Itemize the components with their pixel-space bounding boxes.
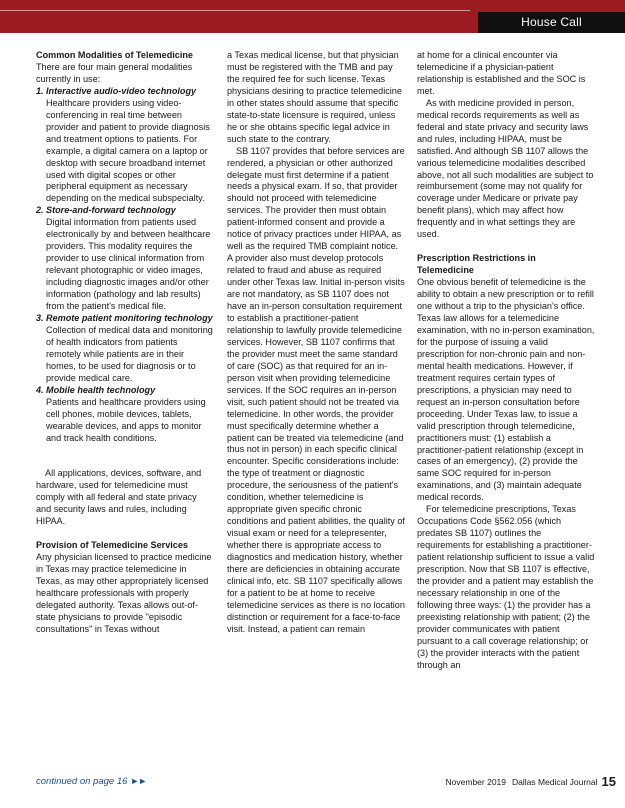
paragraph-medical-records: As with medicine provided in person, medical records requirements as well as federal and state privacy and security laws and rules, including HIPAA, must be satisfied. And although SB 1107 allows the various telemedicine modalities described above, not all such modalities are subject to reimbursement (some may not qualify for coverage under Medicare or private pay benefit plans), which may affect how frequently and in what settings they are used. xyxy=(417,97,594,240)
list-item-body: Collection of medical data and monitoring of health indicators from patients remotely while patients are in their homes, to be used for diagnosis or to provide medical care. xyxy=(46,324,213,383)
paragraph-all-applications: All applications, devices, software, and hardware, used for telemedicine must comply with all federal and state privacy and security laws and rules, including HIPAA. xyxy=(36,468,202,527)
list-item-title: Store-and-forward technology xyxy=(46,205,176,216)
list-item xyxy=(36,313,214,385)
paragraph-home-continued: at home for a clinical encounter via telemedicine if a physician-patient relationship is established and the SOC is met. xyxy=(417,50,586,96)
intro-paragraph: There are four main general modalities currently in use: xyxy=(36,61,193,84)
list-item-body: Healthcare providers using video-conferencing in real time between provider and patient to provide diagnosis and treatment options to patients. For example, a digital camera on a laptop or desktop with secure broadband internet used with digital scopes or other peripheral equipment as necessary depending on the medical subspecialty. xyxy=(46,97,210,204)
list-item-title: Interactive audio-video technology xyxy=(46,85,197,96)
column-3 xyxy=(417,50,595,672)
list-item-number: 4. xyxy=(36,384,44,395)
paragraph-provision: Any physician licensed to practice medicine in Texas may practice telemedicine in Texas, as may other appropriately licensed healthcare professionals with properly delegated authority. Texas allows out-of-state physicians to provide "episodic consultations" in Texas without xyxy=(36,552,212,634)
list-item-title: Mobile health technology xyxy=(46,384,156,395)
list-item-number: 1. xyxy=(36,85,44,96)
page-number: 15 xyxy=(601,774,616,789)
heading-provision: Provision of Telemedicine Services xyxy=(36,540,188,551)
list-item xyxy=(36,385,214,445)
list-item-body: Digital information from patients used electronically by and between healthcare providers. This modality requires the provider to use clinical information from relevant photographic or video images, including diagnostic images and/or other information (pathology and lab results) from the patient's medical file. xyxy=(46,217,211,312)
paragraph-telemedicine-prescriptions: For telemedicine prescriptions, Texas Occupations Code §562.056 (which predates SB 1107) outlines the requirements for establishing a practitioner-patient relationship sufficient to issue a valid prescription. Now that SB 1107 is effective, the provider and a patient may establish the necessary relationship in one of the following three ways: (1) the provider has a preexisting relationship with patient; (2) the provider communicates with patient pursuant to a call coverage relationship; or (3) the provider interacts with the patient through an xyxy=(417,504,595,670)
list-item-number: 2. xyxy=(36,205,44,216)
list-item xyxy=(36,86,214,206)
column-1 xyxy=(36,50,214,636)
paragraph-prescription: One obvious benefit of telemedicine is the ability to obtain a new prescription or to refill one without a trip to the physician's office. Texas law allows for a telemedicine examination, with no in-person examination, for the purpose of issuing a valid prescription for non-chronic pain and non-mental health medications. However, if treatment requires certain types of prescriptions, a physician may need to request an in-person consultation before proceeding. Under Texas law, to issue a valid prescription through telemedicine, practitioners must: (1) establish a practitioner-patient relationship (except in cases of an emergency), (2) provide the same SOC required for in-person examinations, and (3) maintain adequate medical records. xyxy=(417,277,595,503)
modalities-list xyxy=(36,86,214,445)
list-item-number: 3. xyxy=(36,312,44,323)
heading-common-modalities: Common Modalities of Telemedicine xyxy=(36,50,193,60)
continued-text: continued on page 16 xyxy=(36,776,128,787)
issue-date: November 2019 xyxy=(445,777,507,787)
journal-name: Dallas Medical Journal xyxy=(512,777,598,787)
double-arrow-icon: ►► xyxy=(130,776,147,786)
section-tab: House Call xyxy=(478,12,625,33)
list-item xyxy=(36,205,214,313)
column-2 xyxy=(227,50,405,636)
list-item-body: Patients and healthcare providers using cell phones, mobile devices, tablets, wearable devices, and apps to monitor and track health conditions. xyxy=(46,396,206,443)
paragraph-sb1107: SB 1107 provides that before services are rendered, a physician or other authorized delegate must first determine if a patient needs a physical exam. If so, that provider should not proceed with telemedicine services. The provider then must obtain patient-informed consent and provide a notice of privacy practices under HIPAA, as well as the required TMB complaint notice. A provider also must develop protocols related to fraud and abuse as required under other Texas law. Initial in-person visits are not mandatory, as SB 1107 does not have an in-person consultation requirement to establish a practitioner-patient relationship to lawfully provide telemedicine services. However, SB 1107 confirms that the provider must meet the same standard of care (SOC) as that required for an in-person visit when providing telemedicine services. If the SOC requires an in-person visit, such patient should not be treated via telemedicine. In other words, the provider must specifically determine whether a patient can be treated via telemedicine (and thus not in person) in each specific clinical encounter. Specific considerations include: the type of treatment or diagnostic procedure, the seriousness of the patient's condition, whether telemedicine is appropriate given specific chronic conditions and patient abilities, the quality of visual exam or need for a telepresenter, whether there is appropriate access to diagnostics and medication history, whether there are deficiencies in obtaining accurate clinical info, etc. SB 1107 specifically allows for a patient to be at home to receive telemedicine services as there is no location distinction or requirement for a face-to-face visit. Instead, a patient can remain xyxy=(227,145,405,634)
continued-link[interactable] xyxy=(36,776,146,787)
header-rule xyxy=(0,10,470,11)
paragraph-licensure-continued: a Texas medical license, but that physician must be registered with the TMB and pay the required fee for such license. Texas physicians desiring to practice telemedicine in other states should assume that specific state-to-state licensure is required, unless he or she obtains specific legal advice in such state to the contrary. xyxy=(227,50,402,144)
heading-prescription-restrictions: Prescription Restrictions in Telemedicine xyxy=(417,253,536,276)
page-footer xyxy=(394,774,616,789)
list-item-title: Remote patient monitoring technology xyxy=(46,312,213,323)
